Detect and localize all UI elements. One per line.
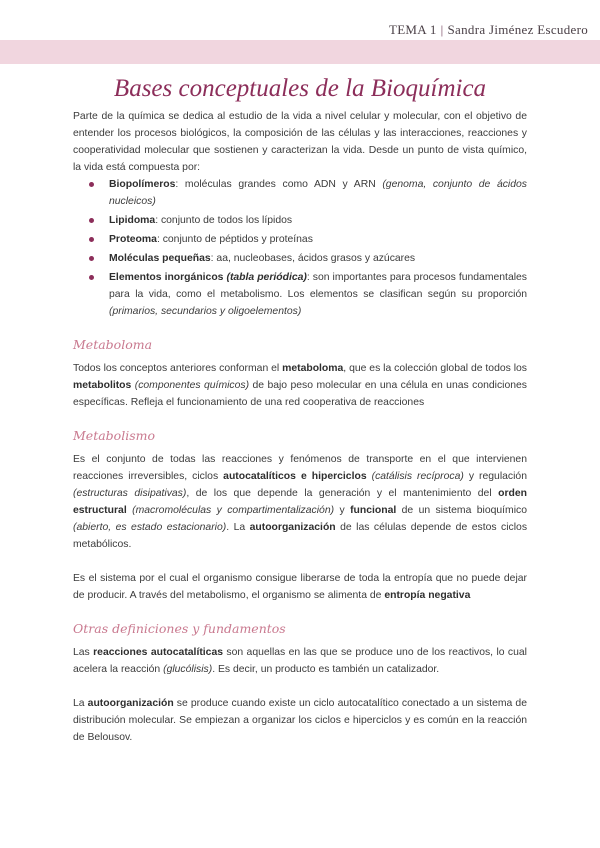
- bullet-icon: [89, 237, 94, 242]
- list-item-text: : moléculas grandes como ADN y ARN: [175, 179, 383, 190]
- text-run: Todos los conceptos anteriores conforman el: [73, 363, 283, 374]
- list-item-term: Lipidoma: [109, 215, 156, 226]
- list-item-text: : conjunto de péptidos y proteínas: [156, 234, 313, 245]
- list-item: [73, 269, 527, 320]
- text-run: se produce cuando existe un ciclo autocatalítico conectado a un sistema de distribución molecular. Se empiezan a organizar los ciclos e hiperciclos y es común en la reacción de Belousov.: [73, 698, 527, 743]
- bullet-icon: [89, 256, 94, 261]
- intro-paragraph: Parte de la química se dedica al estudio de la vida a nivel celular y molecular, con el objetivo de entender los procesos biológicos, la composición de las células y las interacciones, reacciones y cooperatividad molecular que sostienen y caracterizan la vida. Desde un punto de vista químico, la vida está compuesta por:: [73, 111, 527, 173]
- list-item-note-bold: (tabla periódica): [226, 272, 307, 283]
- header-band: [0, 40, 600, 64]
- list-item: [73, 231, 527, 248]
- text-run: Es el sistema por el cual el organismo consigue liberarse de toda la entropía que no puede dejar de producir. A través del metabolismo, el organismo se alimenta de: [73, 573, 527, 601]
- metaboloma-paragraph: [73, 360, 527, 411]
- text-run: , que es la colección global de todos los: [343, 363, 527, 374]
- text-run: , de los que depende la generación y el mantenimiento del: [186, 488, 499, 499]
- text-bold: entropía negativa: [384, 590, 471, 601]
- text-italic: (glucólisis): [163, 664, 213, 675]
- text-italic: (componentes químicos): [134, 380, 250, 391]
- list-item: [73, 212, 527, 229]
- text-run: . La: [226, 522, 250, 533]
- text-italic: (abierto, es estado estacionario): [73, 522, 227, 533]
- page-header: [0, 0, 600, 66]
- text-run: de bajo peso molecular en una célula en unas condiciones específicas. Refleja el funcionamiento de una red cooperativa de reacciones: [73, 380, 527, 408]
- list-item-note: (genoma, conjunto de ácidos nucleicos): [109, 179, 527, 207]
- text-italic: (estructuras disipativas): [73, 488, 187, 499]
- header-separator: |: [440, 22, 444, 37]
- section-heading-otras: Otras definiciones y fundamentos: [73, 621, 286, 636]
- otras-paragraph-1: [73, 644, 527, 678]
- text-italic: (catálisis recíproca): [371, 471, 464, 482]
- text-bold: reacciones autocatalíticas: [93, 647, 224, 658]
- text-run: y: [334, 505, 351, 516]
- list-item-term: Biopolímeros: [109, 179, 176, 190]
- text-run: son aquellas en las que se produce uno de los reactivos, lo cual acelera la reacción: [73, 647, 527, 675]
- otras-paragraph-2: [73, 695, 527, 746]
- text-run: Es el conjunto de todas las reacciones y fenómenos de transporte en el que intervienen reacciones irreversibles, ciclos: [73, 454, 527, 482]
- header-author: Sandra Jiménez Escudero: [447, 22, 588, 37]
- list-item-term: Moléculas pequeñas: [109, 253, 211, 264]
- text-run: de las células depende de estos ciclos metabólicos.: [73, 522, 528, 550]
- spacer: [73, 678, 527, 695]
- bullet-icon: [89, 218, 94, 223]
- document-body: [73, 108, 527, 746]
- text-run: . Es decir, un producto es también un catalizador.: [212, 664, 440, 675]
- list-item-term: Elementos inorgánicos: [109, 272, 224, 283]
- text-bold: orden estructural: [73, 488, 527, 516]
- bullet-icon: [89, 182, 94, 187]
- text-run: Las: [73, 647, 94, 658]
- text-bold: autocatalíticos e hiperciclos: [223, 471, 367, 482]
- text-bold: autoorganización: [249, 522, 336, 533]
- list-item: [73, 176, 527, 210]
- text-run: La: [73, 698, 88, 709]
- list-item-text: : son importantes para procesos fundamentales para la vida, como el metabolismo. Los elementos se clasifican según su proporción: [109, 272, 528, 300]
- list-item-note: (primarios, secundarios y oligoelementos): [109, 306, 302, 317]
- header-topic: TEMA 1: [388, 22, 437, 37]
- text-run: y regulación: [463, 471, 527, 482]
- section-heading-metabolismo: Metabolismo: [73, 428, 155, 443]
- metabolismo-paragraph-1: [73, 451, 527, 553]
- text-run: de un sistema bioquímico: [396, 505, 527, 516]
- header-text: [389, 22, 588, 38]
- metabolismo-paragraph-2: [73, 570, 527, 604]
- text-bold: funcional: [350, 505, 397, 516]
- text-italic: (macromoléculas y compartimentalización): [132, 505, 335, 516]
- list-item: [73, 250, 527, 267]
- section-heading-metaboloma: Metaboloma: [73, 337, 153, 352]
- spacer: [73, 553, 527, 570]
- text-bold: metaboloma: [282, 363, 344, 374]
- text-bold: metabolitos: [73, 380, 132, 391]
- list-item-text: : conjunto de todos los lípidos: [155, 215, 293, 226]
- page-title: Bases conceptuales de la Bioquímica: [113, 75, 487, 102]
- bullet-icon: [89, 275, 94, 280]
- text-bold: autoorganización: [87, 698, 174, 709]
- composition-list: [73, 176, 527, 320]
- list-item-term: Proteoma: [109, 234, 157, 245]
- list-item-text: : aa, nucleobases, ácidos grasos y azúcares: [210, 253, 416, 264]
